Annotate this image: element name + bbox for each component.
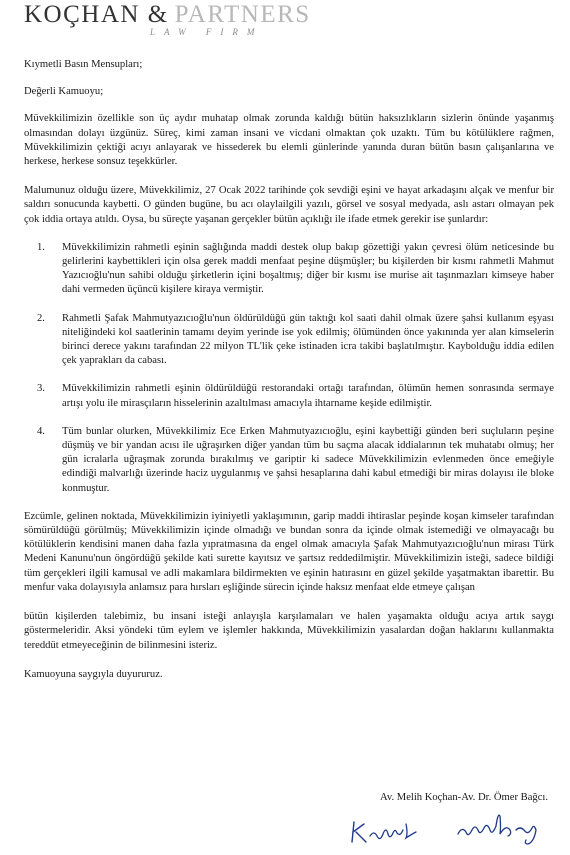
paragraph-conclusion: Ezcümle, gelinen noktada, Müvekkilimizin iyiniyetli yaklaşımının, garip maddi ihtiraslar peşinde koşan kimseler tarafından sömürüldüğü görülmüş; Müvekkilimizin içinde olmadığı ve bundan sonra da içinde olmak istemediği ve olmayacağı bu kötülüklerin kendisini manen daha fazla yıpratmasına da engel olmak amacıyla Şafak Mahmutyazıcıoğlu'nun mirası Türk Medeni Kanunu'nun öngördüğü şekilde kati surette kayıtsız ve şartsız reddedilmiştir. Müvekkilimizin isteği, sadece bildiği tüm gerçekleri ilgili kamusal ve adli makamlara bildirmekten ve eşinin hatırasını en güzel şekilde yaşatmaktan ibarettir. Bu menfur vaka dolayısıyla anlamsız para hırsları eşliğinde sürecin içinde haksız menfaat elde etmeye çalışan	[24, 510, 554, 593]
facts-list	[24, 241, 554, 496]
signature-bagci	[452, 814, 552, 848]
list-item-number: 1.	[37, 241, 45, 253]
list-item	[24, 241, 554, 298]
firm-name-main: KOÇHAN &	[24, 1, 169, 28]
firm-logo	[24, 0, 570, 30]
list-item-number: 3.	[37, 383, 45, 395]
list-item	[24, 312, 554, 369]
list-item-number: 4.	[37, 425, 45, 437]
paragraph-intro: Müvekkilimizin özellikle son üç aydır muhatap olmak zorunda kaldığı bütün haksızlıkların sizlerin önünde yaşanmış olmasından dolayı üzgünüz. Süreç, kimi zaman insani ve vicdani olmaktan çok uzaktı. Tüm bu kötülüklere rağmen, Müvekkilimizin çektiği acıyı anlayarak ve hissederek bu elemli günlerinde yanında duran bütün basın çalışanlarına ve herkese, herkese sonsuz teşekkürler.	[24, 113, 554, 168]
signer-names: Av. Melih Koçhan-Av. Dr. Ömer Bağcı.	[380, 792, 548, 803]
list-item-text: Rahmetli Şafak Mahmutyazıcıoğlu'nun öldürüldüğü gün taktığı kol saati dahil olmak üzere şahsi kullanım eşyası niteliğindeki kol saatlerinin tamamı deyim yerinde ise yok edilmiş; ölümünden önce yakınında yer alan kimselerin birinci derece yakını tarafından 22 milyon TL'lik çeke istinaden icra takibi başlatılmıştır. Kaybolduğu iddia edilen çek yaprakları da cabası.	[62, 312, 554, 367]
paragraph-request: bütün kişilerden talebimiz, bu insani isteği anlayışla karşılamaları ve halen yaşamakta olduğu acıya artık saygı göstermeleridir. Aksi yöndeki tüm eylem ve işlemler hakkında, Müvekkilimizin yasalardan doğan haklarını kullanmakta tereddüt etmeyeceğinin de bilinmesini isteriz.	[24, 611, 554, 651]
list-item-text: Müvekkilimizin rahmetli eşinin öldürüldüğü restorandaki ortağı tarafından, ölümün hemen sonrasında sermaye artışı yolu ile mirasçıların hisselerinin azaltılması amacıyla ihtarname keşide edilmiştir.	[62, 383, 554, 409]
signature-kochan	[348, 818, 428, 846]
firm-tagline: LAW FIRM	[150, 27, 264, 37]
firm-name-faded: PARTNERS	[174, 1, 311, 28]
signature-block	[0, 792, 570, 852]
paragraph-background: Malumunuz olduğu üzere, Müvekkilimiz, 27 Ocak 2022 tarihinde çok sevdiği eşini ve hayat arkadaşını alçak ve menfur bir saldırı sonucunda kaybetti. O günden bugüne, bu acı olaylailgili yazılı, görsel ve sosyal medyada, aslı astarı olmayan pek çok iddia ortaya atıldı. Oysa, bu süreçte yaşanan gerçekler bütün açıklığı ile ifade etmek gerekir ise şunlardır:	[24, 185, 554, 225]
salutation-press: Kıymetli Basın Mensupları;	[24, 59, 143, 70]
closing-line: Kamuoyuna saygıyla duyururuz.	[24, 668, 163, 680]
list-item-text: Tüm bunlar olurken, Müvekkilimiz Ece Erken Mahmutyazıcıoğlu, eşini kaybettiği günden beri suçluların peşine düşmüş ve bir yandan acısı ile uğraşırken diğer yandan tüm bu saçma alacak iddialarının tek muhatabı olmuş; her gün icralarla uğraşmak zorunda bırakılmış ve gariptir ki sadece Müvekkilimizin evlenmeden önce emeğiyle edindiği malvarlığı üzerinde haciz uygulanmış ve şahsi hesaplarına dahi kabul etmediği bir miras dolayısı ile bloke konmuştur.	[62, 425, 554, 494]
list-item-text: Müvekkilimizin rahmetli eşinin sağlığında maddi destek olup bakıp gözettiği yakın çevresi ölüm neticesinde bu gelirlerini kaybettikleri için olsa gerek maddi menfaat peşine düşmüşler; bu kişilerden bir kısmı rahmetli Mahmut Yazıcıoğlu'nun sahibi olduğu şirketlerin içini boşaltmış; diğer bir kısmı ise murise ait taşınmazları kimseye haber dahi vermeden üçüncü kişilere kiraya vermiştir.	[62, 241, 554, 296]
list-item	[24, 382, 554, 410]
letterhead	[0, 0, 570, 44]
letter-body	[24, 58, 554, 682]
list-item	[24, 425, 554, 496]
salutation-public: Değerli Kamuoyu;	[24, 86, 104, 98]
list-item-number: 2.	[37, 312, 45, 324]
